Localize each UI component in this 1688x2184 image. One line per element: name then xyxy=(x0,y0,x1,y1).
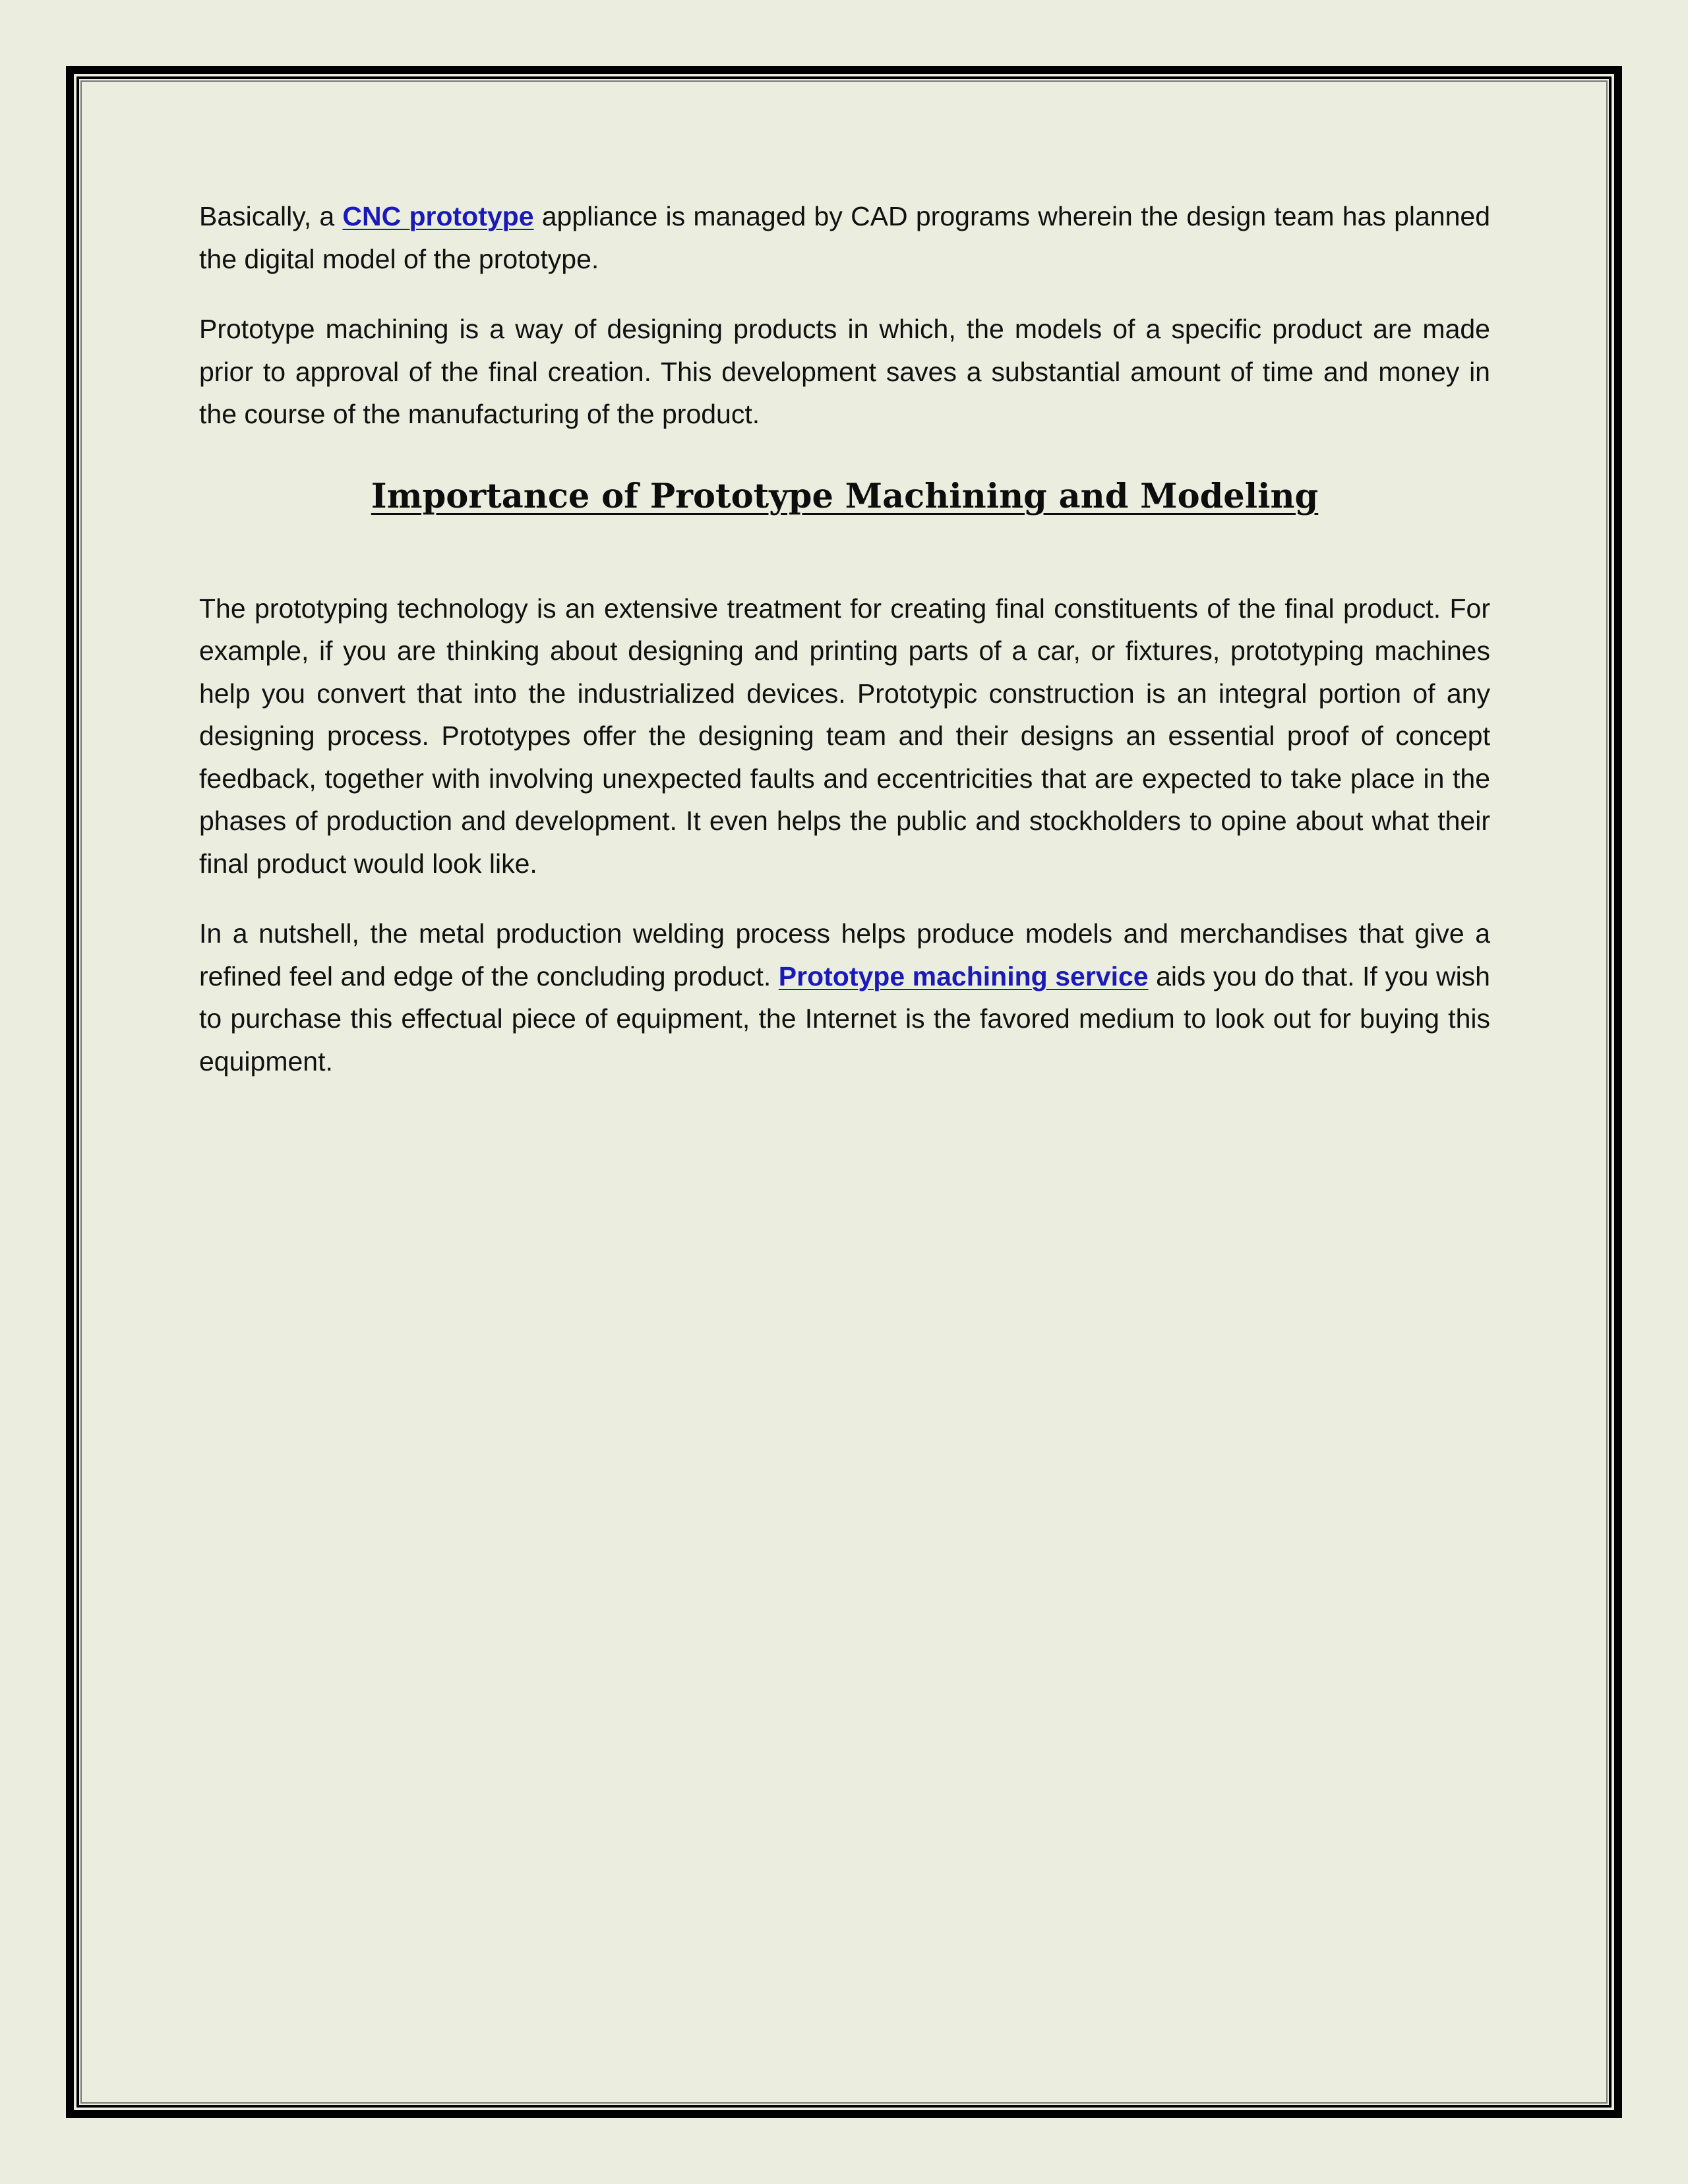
paragraph1-text-after: appliance is managed by CAD programs wherein the design team has planned the digital model of the prototype. xyxy=(199,201,1491,274)
document-body xyxy=(199,195,1490,1110)
paragraph4-text-after: aids you do that. If you wish to purchase this effectual piece of equipment, the Internet is the favored medium to look out for buying this equipment. xyxy=(199,960,1490,1077)
prototype-machining-service-link[interactable]: Prototype machining service xyxy=(778,960,1149,991)
paragraph-prototype-machining: Prototype machining is a way of designing products in which, the models of a specific product are made prior to approval of the final creation. This development saves a substantial amount of time and money in the course of the manufacturing of the product. xyxy=(199,314,1490,429)
cnc-prototype-link[interactable]: CNC prototype xyxy=(342,201,534,231)
section-heading: Importance of Prototype Machining and Modeling xyxy=(371,476,1319,516)
paragraph-cnc-prototype xyxy=(199,195,1490,280)
paragraph-prototyping-technology: The prototyping technology is an extensive treatment for creating final constituents of the final product. For example, if you are thinking about designing and printing parts of a car, or fixtures, prototyping machines help you convert that into the industrialized devices. Prototypic construction is an integral portion of any designing process. Prototypes offer the designing team and their designs an essential proof of concept feedback, together with involving unexpected faults and eccentricities that are expected to take place in the phases of production and development. It even helps the public and stockholders to opine about what their final product would look like. xyxy=(199,593,1490,879)
paragraph1-text-before: Basically, a xyxy=(199,201,343,231)
paragraph-nutshell xyxy=(199,912,1490,1082)
paragraph4-text-before: In a nutshell, the metal production welding process helps produce models and merchandises that give a refined feel and edge of the concluding product. xyxy=(199,918,1490,991)
